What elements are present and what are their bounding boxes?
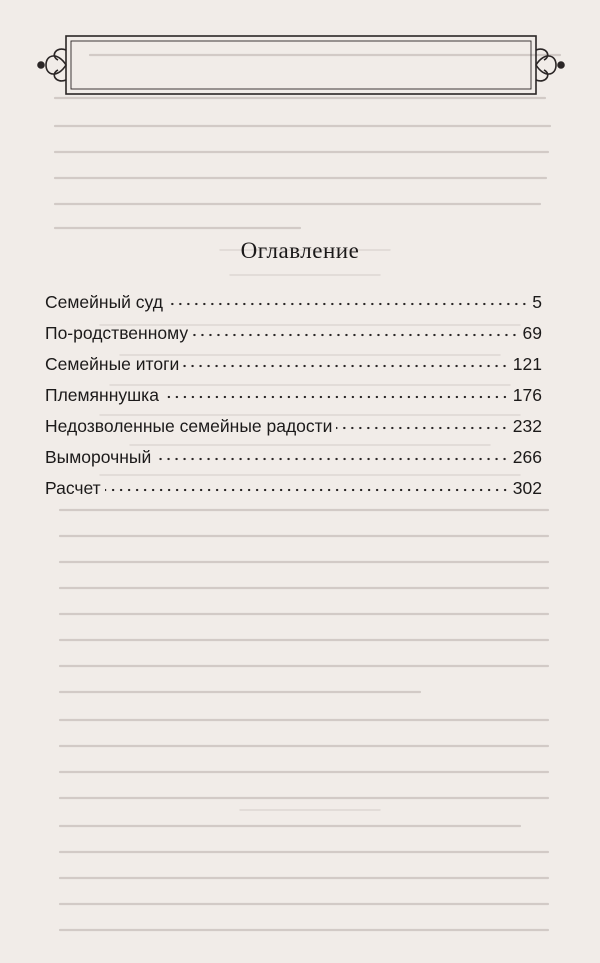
toc-entry-title: Расчет	[45, 478, 101, 498]
toc-entry[interactable]	[45, 354, 542, 385]
toc-entry-title: Выморочный	[45, 447, 152, 467]
dot-leader	[336, 426, 508, 430]
toc-entry[interactable]	[45, 447, 542, 478]
toc-entry-page: 232	[512, 416, 542, 436]
toc-entry[interactable]	[45, 478, 542, 509]
dot-leader	[183, 364, 509, 368]
toc-entry-page: 121	[512, 354, 542, 374]
dot-leader	[105, 488, 509, 492]
toc-entry-title: Семейные итоги	[45, 354, 180, 374]
toc-entry-title: Семейный суд	[45, 292, 163, 312]
toc-entry-page: 266	[512, 447, 542, 467]
ornamental-header-frame	[36, 30, 566, 100]
dot-leader	[192, 333, 518, 337]
dot-leader	[163, 395, 509, 399]
toc-entry-page: 69	[522, 323, 542, 343]
toc-entry-title: Недозволенные семейные радости	[45, 416, 333, 436]
toc-entry-page: 176	[512, 385, 542, 405]
toc-entry-page: 302	[512, 478, 542, 498]
dot-leader	[167, 302, 528, 306]
toc-entry-title: Племяннушка	[45, 385, 159, 405]
toc-list	[45, 292, 542, 509]
toc-entry-title: По-родственному	[45, 323, 189, 343]
toc-entry-page: 5	[532, 292, 542, 312]
toc-entry[interactable]	[45, 385, 542, 416]
toc-entry[interactable]	[45, 416, 542, 447]
toc-entry[interactable]	[45, 323, 542, 354]
toc-entry[interactable]	[45, 292, 542, 323]
dot-leader	[155, 457, 509, 461]
toc-title: Оглавление	[240, 238, 360, 263]
